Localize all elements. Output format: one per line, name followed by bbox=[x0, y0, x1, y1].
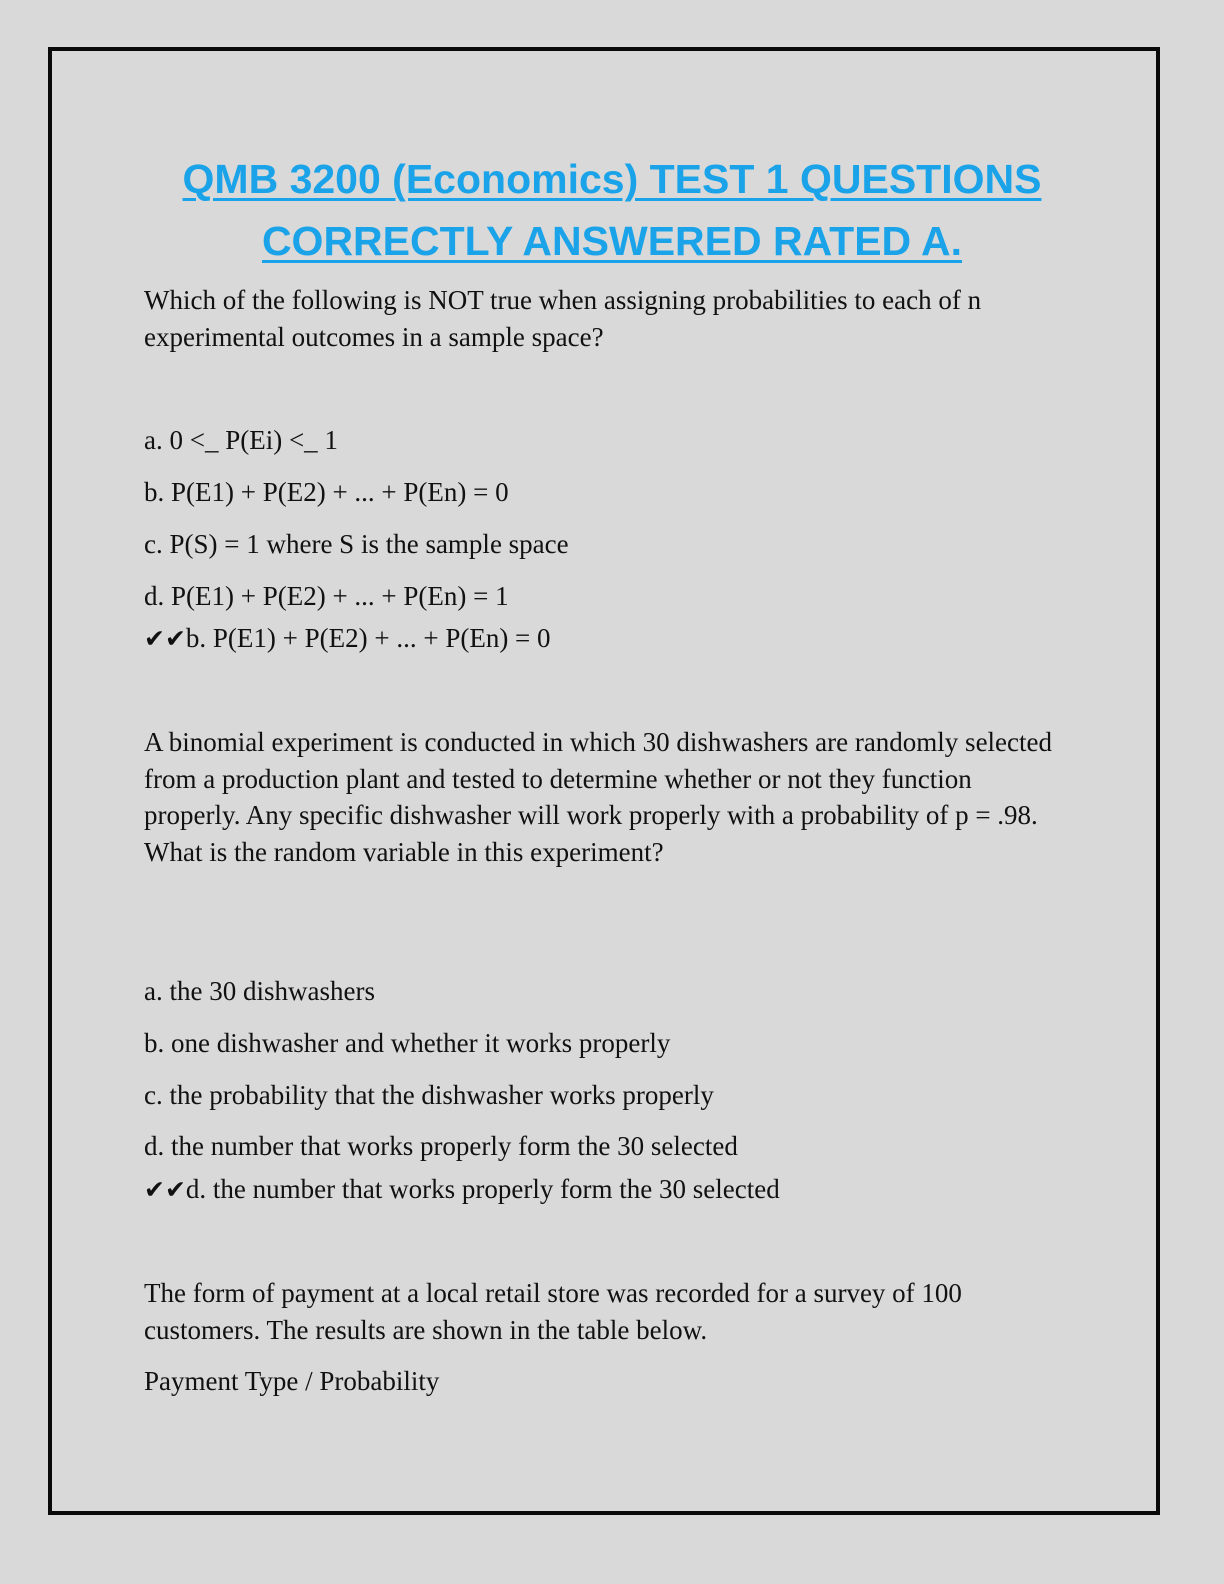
question-3-table-header: Payment Type / Probability bbox=[144, 1366, 440, 1396]
document-title bbox=[0, 148, 1224, 272]
question-2-answer bbox=[144, 1171, 780, 1208]
question-3-text: The form of payment at a local retail store was recorded for a survey of 100 customers. The results are shown in the table below. bbox=[144, 1278, 962, 1345]
question-1-option-a: a. 0 <_ P(Ei) <_ 1 bbox=[144, 425, 338, 455]
title-line-1: QMB 3200 (Economics) TEST 1 QUESTIONS bbox=[182, 156, 1042, 202]
question-1-answer-text: b. P(E1) + P(E2) + ... + P(En) = 0 bbox=[185, 623, 551, 653]
question-1-option-c: c. P(S) = 1 where S is the sample space bbox=[144, 529, 569, 559]
question-1-text: Which of the following is NOT true when assigning probabilities to each of n experimental outcomes in a sample space? bbox=[144, 285, 982, 352]
question-2-text: A binomial experiment is conducted in which 30 dishwashers are randomly selected from a production plant and tested to determine whether or not they function properly. Any specific dishwasher will work properly with a probability of p = .98. What is the random variable in this experiment? bbox=[144, 727, 1053, 867]
question-2-answer-text: d. the number that works properly form the 30 selected bbox=[185, 1174, 780, 1204]
question-2-option-c: c. the probability that the dishwasher works properly bbox=[144, 1080, 714, 1110]
check-mark-icon: ✔✔ bbox=[144, 1175, 186, 1204]
question-2-option-a: a. the 30 dishwashers bbox=[144, 976, 375, 1006]
title-line-2: CORRECTLY ANSWERED RATED A. bbox=[261, 218, 963, 264]
question-1-option-d: d. P(E1) + P(E2) + ... + P(En) = 1 bbox=[144, 581, 509, 611]
question-2-option-b: b. one dishwasher and whether it works properly bbox=[144, 1028, 671, 1058]
check-mark-icon: ✔✔ bbox=[144, 624, 186, 653]
question-2-option-d: d. the number that works properly form the 30 selected bbox=[144, 1131, 738, 1161]
question-1-option-b: b. P(E1) + P(E2) + ... + P(En) = 0 bbox=[144, 477, 509, 507]
question-1-answer bbox=[144, 620, 551, 657]
